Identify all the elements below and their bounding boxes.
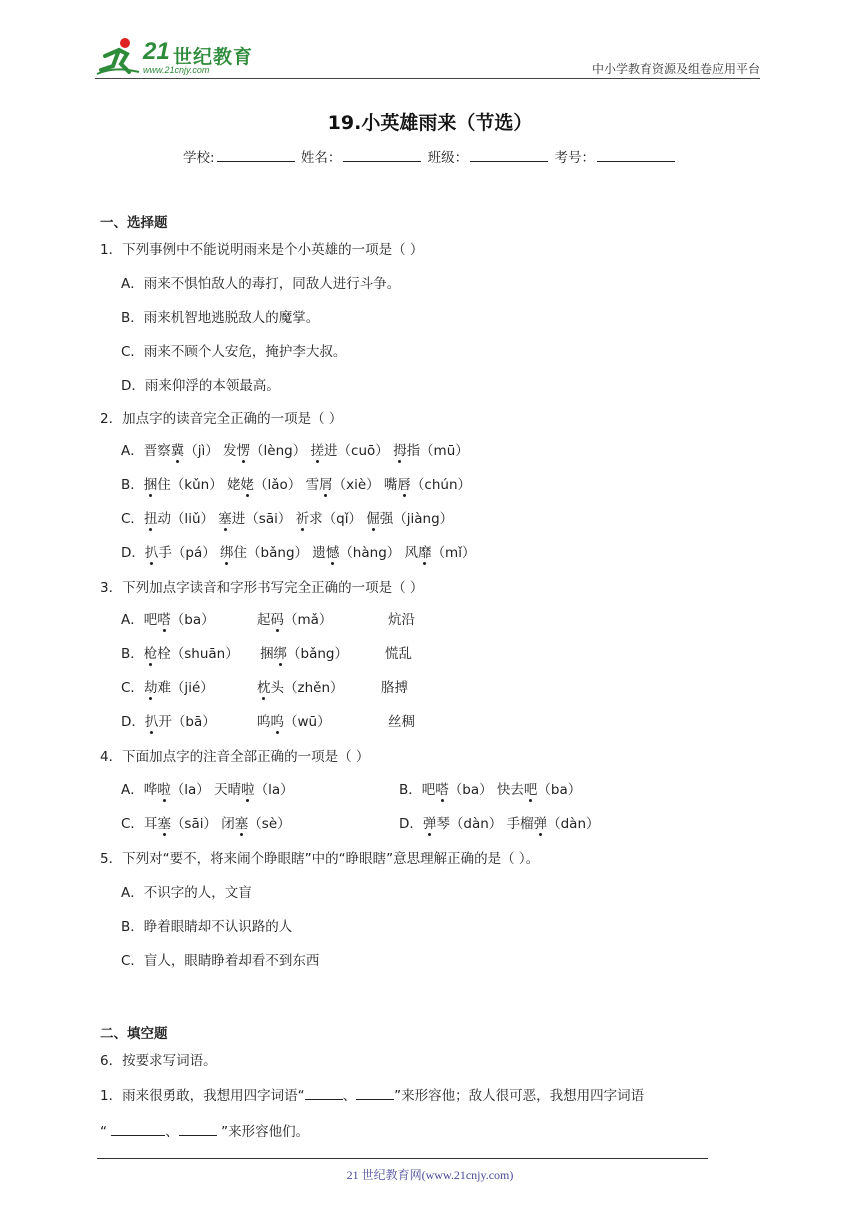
dotted-char: 憾 <box>325 545 340 561</box>
text: （wū） <box>284 714 331 730</box>
q4-option-d[interactable] <box>399 815 600 833</box>
text: （ba） <box>537 782 582 798</box>
dotted-char: 搓 <box>310 443 325 459</box>
blank-field[interactable] <box>111 1122 165 1136</box>
text: （bǎng） <box>287 646 348 662</box>
text: 琴（dàn） 手榴 <box>436 816 534 832</box>
text: B． <box>121 646 144 662</box>
q5-option-b[interactable]: B．睁着眼睛却不认识路的人 <box>121 919 293 935</box>
dotted-char: 屑 <box>319 477 333 493</box>
text: （lǎo） 雪 <box>254 477 320 493</box>
q3-a-part1 <box>121 611 215 629</box>
q6-stem: 6．按要求写词语。 <box>100 1053 217 1069</box>
text: 头（zhěn） <box>270 680 344 696</box>
dotted-char: 弹 <box>422 816 437 832</box>
text: A．哗 <box>121 782 158 798</box>
text: C． <box>121 511 144 527</box>
text: 求（qǐ） <box>309 511 367 527</box>
text: 手（pá） <box>158 545 221 561</box>
text: C．耳 <box>121 816 158 832</box>
school-label: 学校: <box>183 150 215 166</box>
text: 起 <box>257 612 271 628</box>
q3-b-part3: 慌乱 <box>385 646 412 662</box>
q3-d-part2 <box>257 713 331 731</box>
text: （mǐ） <box>431 545 476 561</box>
q1-option-d[interactable]: D．雨来仰浮的本领最高。 <box>121 378 280 394</box>
dotted-char: 祈 <box>295 511 310 527</box>
dotted-char: 劫 <box>143 680 158 696</box>
text: 栓（shuān） <box>157 646 239 662</box>
q2-option-b[interactable] <box>121 476 471 494</box>
q5-option-c[interactable]: C．盲人，眼睛睁着却看不到东西 <box>121 953 320 969</box>
student-info <box>0 146 860 166</box>
text: （sāi） 闭 <box>170 816 235 832</box>
dotted-char: 冀 <box>170 443 185 459</box>
q3-c-part2 <box>257 679 344 697</box>
dotted-char: 扒 <box>144 714 159 730</box>
text: 、 <box>165 1124 179 1140</box>
page-footer[interactable]: 21 世纪教育网(www.21cnjy.com) <box>346 1168 514 1182</box>
q1-stem: 1．下列事例中不能说明雨来是个小英雄的一项是（ ） <box>100 242 424 258</box>
dotted-char: 弹 <box>533 816 548 832</box>
text: （hàng） 风 <box>339 545 419 561</box>
q5-option-a[interactable]: A．不识字的人，文盲 <box>121 885 252 901</box>
dotted-char: 扒 <box>144 545 159 561</box>
page-title: 19.小英雄雨来（节选） <box>327 112 533 134</box>
q2-option-c[interactable] <box>121 510 453 528</box>
text: 、 <box>342 1088 357 1104</box>
logo <box>95 34 265 76</box>
q6-line1 <box>100 1086 644 1105</box>
text: A．晋察 <box>121 443 171 459</box>
text: （sè） <box>248 816 291 832</box>
text: 住（kǔn） 姥 <box>157 477 241 493</box>
text: （dàn） <box>547 816 600 832</box>
text: （la） <box>254 782 294 798</box>
q3-c-part1 <box>121 679 214 697</box>
section-heading-choice: 一、选择题 <box>100 215 168 231</box>
text: D． <box>121 545 145 561</box>
dotted-char: 靡 <box>418 545 432 561</box>
dotted-char: 塞 <box>218 511 232 527</box>
text: 难（jié） <box>157 680 214 696</box>
text: 捆 <box>260 646 274 662</box>
name-label: 姓名： <box>300 150 342 166</box>
logo-number: 21 <box>143 38 170 65</box>
dotted-char: 嗒 <box>157 612 171 628</box>
q1-option-b[interactable]: B．雨来机智地逃脱敌人的魔掌。 <box>121 310 320 326</box>
logo-url: www.21cnjy.com <box>143 65 210 75</box>
q3-a-part3: 炕沿 <box>388 612 415 628</box>
text: （la） 天晴 <box>170 782 242 798</box>
text: 动（liǔ） <box>157 511 219 527</box>
runner-icon <box>95 36 141 76</box>
dotted-char: 呜 <box>270 714 284 730</box>
dotted-char: 唇 <box>397 477 411 493</box>
text: 1．雨来很勇敢，我想用四字词语“ <box>100 1088 305 1104</box>
q2-stem: 2．加点字的读音完全正确的一项是（ ） <box>100 411 343 427</box>
text: D． <box>399 816 423 832</box>
text: ”来形容他；敌人很可恶，我想用四字词语 <box>394 1088 645 1104</box>
blank-field[interactable] <box>179 1122 217 1136</box>
text: C． <box>121 680 144 696</box>
q2-option-d[interactable] <box>121 544 475 562</box>
section-heading-fill: 二、填空题 <box>100 1026 168 1042</box>
dotted-char: 啦 <box>157 782 171 798</box>
text: A．吧 <box>121 612 158 628</box>
text: （ba） 快去 <box>448 782 524 798</box>
q3-a-part2 <box>257 611 332 629</box>
q3-d-part1 <box>121 713 216 731</box>
q3-stem: 3．下列加点字读音和字形书写完全正确的一项是（ ） <box>100 580 424 596</box>
dotted-char: 嗒 <box>435 782 449 798</box>
text: （mǎ） <box>284 612 333 628</box>
dotted-char: 拇 <box>393 443 407 459</box>
q3-d-part3: 丝稠 <box>388 714 415 730</box>
dotted-char: 扭 <box>143 511 158 527</box>
blank-field[interactable] <box>305 1086 343 1100</box>
text: （jì） 发 <box>184 443 237 459</box>
text: “ <box>100 1124 112 1140</box>
dotted-char: 捆 <box>143 477 158 493</box>
dotted-char: 啦 <box>241 782 255 798</box>
q4-option-b[interactable] <box>399 781 581 799</box>
text: 住（bǎng） 遗 <box>233 545 326 561</box>
text: B．吧 <box>399 782 436 798</box>
q4-option-c[interactable] <box>121 815 291 833</box>
header-tagline: 中小学教育资源及组卷应用平台 <box>591 62 760 76</box>
q4-stem: 4．下面加点字的注音全部正确的一项是（ ） <box>100 749 370 765</box>
school-field[interactable] <box>217 149 295 162</box>
text: 进（cuō） <box>324 443 394 459</box>
q1-option-c[interactable]: C．雨来不顾个人安危，掩护李大叔。 <box>121 344 347 360</box>
dotted-char: 塞 <box>157 816 171 832</box>
text: B． <box>121 477 144 493</box>
dotted-char: 绑 <box>273 646 287 662</box>
dotted-char: 吧 <box>523 782 538 798</box>
dotted-char: 塞 <box>234 816 249 832</box>
dotted-char: 绑 <box>220 545 234 561</box>
dotted-char: 姥 <box>240 477 254 493</box>
text: （chún） <box>410 477 472 493</box>
dotted-char: 码 <box>270 612 284 628</box>
q2-option-a[interactable] <box>121 442 469 460</box>
dotted-char: 倔 <box>366 511 380 527</box>
name-field[interactable] <box>343 149 421 162</box>
text: （xiè） 嘴 <box>332 477 398 493</box>
q3-b-part1 <box>121 645 239 663</box>
q1-option-a[interactable]: A．雨来不惧怕敌人的毒打，同敌人进行斗争。 <box>121 276 401 292</box>
dotted-char: 枪 <box>143 646 158 662</box>
text: 进（sāi） <box>231 511 296 527</box>
q6-line2 <box>100 1122 309 1141</box>
text: ”来形容他们。 <box>216 1124 310 1140</box>
page-header <box>95 34 760 79</box>
text: D． <box>121 714 145 730</box>
q3-b-part2 <box>260 645 348 663</box>
dotted-char: 枕 <box>257 680 271 696</box>
text: （ba） <box>170 612 215 628</box>
footer-divider <box>97 1158 708 1159</box>
dotted-char: 愣 <box>236 443 251 459</box>
logo-name: 世纪教育 <box>173 46 254 68</box>
exam-no-field[interactable] <box>597 149 675 162</box>
exam-no-label: 考号： <box>554 150 595 166</box>
q5-stem: 5．下列对“要不，将来闹个睁眼瞎”中的“睁眼瞎”意思理解正确的是（ ）。 <box>100 851 540 867</box>
q4-option-a[interactable] <box>121 781 294 799</box>
text: 开（bā） <box>158 714 216 730</box>
class-field[interactable] <box>470 149 548 162</box>
text: 指（mū） <box>406 443 469 459</box>
text: （lèng） <box>250 443 311 459</box>
class-label: 班级： <box>427 150 469 166</box>
text: 呜 <box>257 714 271 730</box>
text: 强（jiàng） <box>379 511 454 527</box>
q3-c-part3: 胳搏 <box>381 680 408 696</box>
blank-field[interactable] <box>356 1086 394 1100</box>
